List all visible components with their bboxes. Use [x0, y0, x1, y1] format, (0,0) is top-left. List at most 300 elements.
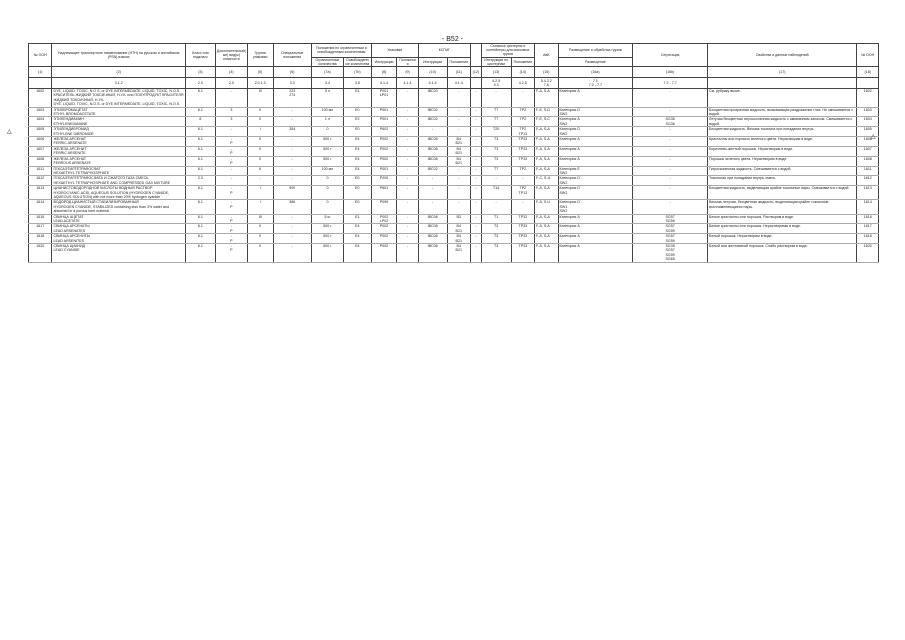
- cell-subsidiary: - P: [215, 200, 247, 214]
- cell-special: -: [273, 214, 311, 224]
- cell-pack-prov: -: [397, 156, 418, 166]
- cell-limited: 100 мл: [311, 166, 343, 176]
- cell-special: -: [273, 224, 311, 234]
- cell-excepted: E0: [343, 107, 371, 117]
- cell-special: -: [273, 146, 311, 156]
- column-reference: 4.1.4: [371, 78, 397, 89]
- cell-un-right: 1607: [857, 146, 879, 156]
- cell-tank-instr: T3: [481, 244, 511, 263]
- cell-name: ГЕКСАЭТИЛТЕТРАФОСФАТ HEXAETHYL TETRAPHOSPHATE: [52, 166, 185, 176]
- cell-un: 1608: [29, 156, 52, 166]
- cell-tank-prov: -: [511, 89, 534, 108]
- cell-tank-prov: TP2 TP13: [511, 127, 534, 137]
- cell-properties: Бесцветная жидкость. Весьма токсична при попадании внутрь.: [708, 127, 857, 137]
- cell-properties: Белые кристаллы или порошок. Нерастворимы в воде.: [708, 224, 857, 234]
- cell-pack-prov: -: [397, 186, 418, 200]
- column-number: (10): [418, 67, 447, 78]
- column-reference: 4.2.5 4.3: [481, 78, 511, 89]
- cell-stowage: Категория A: [558, 214, 633, 224]
- cell-ibc-instr: IBC08: [418, 146, 447, 156]
- table-row: [29, 127, 879, 137]
- table-row: [29, 176, 879, 186]
- cell-ibc-instr: IBC08: [418, 214, 447, 224]
- cell-special: 354: [273, 127, 311, 137]
- cell-pack-prov: -: [397, 166, 418, 176]
- cell-tank-prov: TP33: [511, 224, 534, 234]
- cell-segregation: -: [633, 137, 708, 147]
- cell-pack-prov: -: [397, 137, 418, 147]
- column-number: (14): [511, 67, 534, 78]
- cell-pg: II: [247, 117, 273, 127]
- cell-un: 1614: [29, 200, 52, 214]
- col-pack-instr: Инструкции: [371, 57, 397, 66]
- cell-ibc-instr: IBC08: [418, 156, 447, 166]
- revision-triangle-icon: △: [7, 128, 12, 135]
- column-number: (11): [447, 67, 470, 78]
- cell-ibc-prov: -: [447, 127, 470, 137]
- cell-stowage: Категория A: [558, 224, 633, 234]
- cell-excepted: E0: [343, 176, 371, 186]
- column-reference: 4.1.4: [397, 78, 418, 89]
- cell-class: 6.1: [185, 224, 215, 234]
- cell-pack-instr: P001 LP01: [371, 89, 397, 108]
- cell-excepted: E4: [343, 146, 371, 156]
- column-reference: [857, 78, 879, 89]
- cell-excepted: E4: [343, 137, 371, 147]
- cell-segregation: -: [633, 200, 708, 214]
- column-reference: 2.0: [215, 78, 247, 89]
- cell-ems: F-A, S-A: [535, 244, 558, 263]
- cell-pack-prov: -: [397, 89, 418, 108]
- col-properties: Свойства и данные наблюдений: [708, 44, 857, 67]
- cell-un: 1606: [29, 137, 52, 147]
- col-excepted: Освобожденные количества: [345, 57, 370, 66]
- cell-pack-prov: -: [397, 117, 418, 127]
- cell-class: 6.1: [185, 127, 215, 137]
- cell-name: ЭТИЛЕНДИБРОМИД ETHYLENE DIBROMIDE: [52, 127, 185, 137]
- cell-pack-prov: -: [397, 176, 418, 186]
- cell-limited: 0: [311, 186, 343, 200]
- cell-pg: II: [247, 234, 273, 244]
- cell-tank-prov: -: [511, 176, 534, 186]
- column-number: (17): [708, 67, 857, 78]
- column-number: (6): [273, 67, 311, 78]
- cell-tank-instr: T3: [481, 146, 511, 156]
- cell-limited: 500 г: [311, 234, 343, 244]
- cell-class: 6.1: [185, 234, 215, 244]
- table-header: [29, 44, 879, 67]
- cell-blank: -: [471, 156, 482, 166]
- cell-subsidiary: -: [215, 176, 247, 186]
- cell-special: -: [273, 176, 311, 186]
- cell-properties: Порошок зеленого цвета. Нерастворим в воде.: [708, 156, 857, 166]
- cell-special: -: [273, 166, 311, 176]
- cell-ibc-prov: B4 B21: [447, 146, 470, 156]
- cell-tank-instr: T20: [481, 127, 511, 137]
- cell-un: 1607: [29, 146, 52, 156]
- cell-ibc-prov: -: [447, 166, 470, 176]
- cell-pack-prov: -: [397, 200, 418, 214]
- cell-name: СВИНЦА АЦЕТАТ LEAD ACETATE: [52, 214, 185, 224]
- cell-limited: 1 л: [311, 117, 343, 127]
- cell-un: 1605: [29, 127, 52, 137]
- cell-name: СВИНЦА ЦИАНИД LEAD CYANIDE: [52, 244, 185, 263]
- cell-limited: 500 г: [311, 137, 343, 147]
- cell-ems: F-A, S-A: [535, 146, 558, 156]
- cell-class: 6.1: [185, 244, 215, 263]
- cell-stowage: Категория A: [558, 89, 633, 108]
- cell-pg: III: [247, 214, 273, 224]
- cell-pack-instr: P001: [371, 166, 397, 176]
- cell-un-right: 1605: [857, 127, 879, 137]
- cell-segregation: -: [633, 107, 708, 117]
- cell-limited: 0: [311, 176, 343, 186]
- col-tank-prov: Положения: [511, 57, 534, 66]
- cell-subsidiary: - P: [215, 214, 247, 224]
- cell-blank: -: [471, 244, 482, 263]
- cell-pack-instr: P602: [371, 127, 397, 137]
- column-reference: [29, 78, 52, 89]
- cell-pack-instr: P099: [371, 200, 397, 214]
- cell-tank-instr: T7: [481, 117, 511, 127]
- cell-pg: II: [247, 156, 273, 166]
- cell-un-right: 1613: [857, 186, 879, 200]
- cell-properties: Кристаллы или порошок зеленого цвета. Нерастворим в воде.: [708, 137, 857, 147]
- cell-ibc-prov: B4 B21: [447, 156, 470, 166]
- cell-un: 1616: [29, 214, 52, 224]
- column-number: (1): [29, 67, 52, 78]
- cell-class: 6.1: [185, 200, 215, 214]
- cell-un: 1602: [29, 89, 52, 108]
- cell-segregation: -: [633, 166, 708, 176]
- cell-pack-instr: P001: [371, 107, 397, 117]
- cell-ibc-prov: -: [447, 186, 470, 200]
- column-reference: 3.5: [343, 78, 371, 89]
- cell-ibc-instr: -: [418, 127, 447, 137]
- cell-ibc-instr: IBC02: [418, 166, 447, 176]
- cell-subsidiary: -: [215, 127, 247, 137]
- table-row: [29, 137, 879, 147]
- cell-pg: I: [247, 200, 273, 214]
- cell-tank-instr: T3: [481, 137, 511, 147]
- column-number: (5): [247, 67, 273, 78]
- table-row: [29, 107, 879, 117]
- cell-name: СВИНЦА АРСЕНАТЫ LEAD ARSENATES: [52, 224, 185, 234]
- column-number: (8): [371, 67, 397, 78]
- cell-stowage: Категория A: [558, 234, 633, 244]
- cell-stowage: Категория E SW2: [558, 166, 633, 176]
- cell-segregation: -: [633, 176, 708, 186]
- column-number: (16b): [633, 67, 708, 78]
- column-reference: 4.2.5: [511, 78, 534, 89]
- column-number: (18): [857, 67, 879, 78]
- cell-segregation: SG57 SG59: [633, 224, 708, 234]
- cell-ibc-instr: IBC08: [418, 224, 447, 234]
- cell-subsidiary: - P: [215, 146, 247, 156]
- col-limited: Ограниченные количества: [311, 57, 343, 66]
- cell-un-right: 1612: [857, 176, 879, 186]
- table-row: [29, 156, 879, 166]
- cell-ibc-prov: B4 B21: [447, 224, 470, 234]
- cell-blank: -: [471, 166, 482, 176]
- column-number: (2): [52, 67, 185, 78]
- cell-stowage: Категория D SW2: [558, 176, 633, 186]
- cell-excepted: E1: [343, 214, 371, 224]
- column-reference: [471, 78, 482, 89]
- cell-tank-prov: TP2: [511, 117, 534, 127]
- cell-stowage: Категория A SW2: [558, 117, 633, 127]
- cell-stowage: Категория A: [558, 146, 633, 156]
- cell-stowage: Категория D SW1 SW2: [558, 200, 633, 214]
- cell-name: ВОДОРОД ЦИАНИСТЫЙ СТАБИЛИЗИРОВАННЫЙ HYDROGEN CYANIDE, STABILIZED containing less than 3% water and absorbed in a porous inert material: [52, 200, 185, 214]
- table-row: [29, 146, 879, 156]
- table-row: [29, 200, 879, 214]
- column-number-row: [29, 67, 879, 78]
- column-number: (13): [481, 67, 511, 78]
- cell-pg: II: [247, 137, 273, 147]
- column-reference: 3.3: [273, 78, 311, 89]
- cell-subsidiary: - P: [215, 137, 247, 147]
- col-class: Класс или подкласс: [185, 44, 215, 67]
- cell-tank-instr: -: [481, 176, 511, 186]
- cell-segregation: SG35 SG36: [633, 117, 708, 127]
- cell-excepted: E2: [343, 117, 371, 127]
- cell-properties: Весьма летучая, бесцветная жидкость, выделяющая крайне токсичные воспламеняющиеся пары.: [708, 200, 857, 214]
- cell-ibc-prov: -: [447, 117, 470, 127]
- cell-pack-instr: P002: [371, 224, 397, 234]
- cell-ems: F-A, S-U: [535, 200, 558, 214]
- cell-pg: III: [247, 89, 273, 108]
- cell-tank-instr: -: [481, 200, 511, 214]
- cell-stowage: Категория D SW2: [558, 186, 633, 200]
- cell-ibc-prov: -: [447, 107, 470, 117]
- cell-limited: 500 г: [311, 224, 343, 234]
- cell-properties: Летучая бесцветная гигроскопичная жидкость с аммиачным запахом. Смешивается с водой.: [708, 117, 857, 127]
- cell-class: 6.1: [185, 107, 215, 117]
- cell-tank-prov: TP33: [511, 234, 534, 244]
- cell-un-right: 1617: [857, 224, 879, 234]
- cell-special: 900: [273, 186, 311, 200]
- cell-properties: Гигроскопичная жидкость. Смешивается с водой.: [708, 166, 857, 176]
- cell-pack-prov: -: [397, 244, 418, 263]
- cell-excepted: E1: [343, 89, 371, 108]
- cell-stowage: Категория A: [558, 156, 633, 166]
- dangerous-goods-table: [28, 43, 879, 263]
- cell-blank: -: [471, 127, 482, 137]
- cell-excepted: E4: [343, 244, 371, 263]
- cell-un-right: 1618: [857, 234, 879, 244]
- cell-un: 1620: [29, 244, 52, 263]
- cell-properties: Белый порошок. Нерастворим в воде.: [708, 234, 857, 244]
- cell-un: 1603: [29, 107, 52, 117]
- cell-segregation: SG57 SG59: [633, 234, 708, 244]
- cell-pg: I: [247, 186, 273, 200]
- column-reference: 7.1 7.2 - 7.7: [558, 78, 633, 89]
- cell-un-right: 1602: [857, 89, 879, 108]
- col-special: Специальные положения: [273, 44, 311, 67]
- cell-stowage: Категория A: [558, 244, 633, 263]
- col-tank-group: Съемные цистерны и контейнеры для массовых грузов: [481, 44, 534, 58]
- cell-ibc-prov: B4 B21: [447, 244, 470, 263]
- cell-limited: 500 г: [311, 146, 343, 156]
- cell-stowage: Категория D SW2: [558, 107, 633, 117]
- cell-tank-prov: TP33: [511, 214, 534, 224]
- column-reference: [708, 78, 857, 89]
- column-reference: 2.0.1.3: [247, 78, 273, 89]
- cell-tank-prov: TP2: [511, 107, 534, 117]
- col-subsidiary: Дополнительный(ые) вид(ы) опасности: [215, 44, 247, 67]
- column-reference: 2.0: [185, 78, 215, 89]
- cell-class: 6.1: [185, 166, 215, 176]
- cell-ems: F-A, S-A: [535, 89, 558, 108]
- cell-excepted: E4: [343, 166, 371, 176]
- cell-ems: F-A, S-A: [535, 166, 558, 176]
- cell-pack-instr: P002: [371, 137, 397, 147]
- cell-un: 1612: [29, 176, 52, 186]
- cell-pack-prov: -: [397, 224, 418, 234]
- cell-special: -: [273, 137, 311, 147]
- cell-special: -: [273, 117, 311, 127]
- cell-pg: II: [247, 146, 273, 156]
- cell-special: -: [273, 156, 311, 166]
- column-number: (12): [471, 67, 482, 78]
- cell-pg: II: [247, 107, 273, 117]
- cell-name: СВИНЦА АРСЕНИТЫ LEAD ARSENITES: [52, 234, 185, 244]
- col-stowage: Размещение: [558, 57, 633, 66]
- cell-pg: I: [247, 127, 273, 137]
- cell-ibc-instr: IBC02: [418, 107, 447, 117]
- table-row: [29, 224, 879, 234]
- table-body: [29, 67, 879, 263]
- cell-ibc-prov: B3: [447, 214, 470, 224]
- cell-tank-prov: TP2 TP13: [511, 186, 534, 200]
- column-reference: 5.4.3.2 7.8: [535, 78, 558, 89]
- cell-name: ЖЕЛЕЗА АРСЕНАТ FERRIC ARSENATE: [52, 137, 185, 147]
- cell-limited: 5 кг: [311, 214, 343, 224]
- cell-special: -: [273, 107, 311, 117]
- cell-pg: II: [247, 224, 273, 234]
- col-ibc-instr: Инструкции: [418, 57, 447, 66]
- col-pack-prov: Положения: [397, 57, 418, 66]
- column-reference: 4.1.4: [418, 78, 447, 89]
- cell-special: -: [273, 244, 311, 263]
- cell-ems: F-E, S-D: [535, 107, 558, 117]
- column-number: (9): [397, 67, 418, 78]
- cell-excepted: E4: [343, 224, 371, 234]
- cell-limited: 500 г: [311, 244, 343, 263]
- col-pg: Группа упаковки: [247, 44, 273, 67]
- cell-subsidiary: 3: [215, 117, 247, 127]
- cell-subsidiary: 3: [215, 107, 247, 117]
- cell-excepted: E0: [343, 186, 371, 200]
- cell-ibc-prov: -: [447, 176, 470, 186]
- cell-tank-prov: TP33: [511, 137, 534, 147]
- table-row: [29, 244, 879, 263]
- column-number: (4): [215, 67, 247, 78]
- cell-limited: 100 мл: [311, 107, 343, 117]
- col-name: Надлежащее транспортное наименование (НТН) на русском и английском (PSN) языках: [52, 44, 185, 67]
- cell-class: 6.1: [185, 186, 215, 200]
- cell-name: ЭТИЛЕНДИАМИН ETHYLENEDIAMINE: [52, 117, 185, 127]
- cell-stowage: Категория A: [558, 137, 633, 147]
- cell-ibc-prov: B4 B21: [447, 234, 470, 244]
- cell-segregation: -: [633, 156, 708, 166]
- col-un-right: № ООН: [857, 44, 879, 67]
- cell-segregation: SG35 SG57 SG59 SG65: [633, 244, 708, 263]
- cell-un-right: 1611: [857, 166, 879, 176]
- cell-tank-instr: T7: [481, 107, 511, 117]
- cell-properties: Бесцветная жидкость, выделяющая крайне токсичные пары. Смешивается с водой.: [708, 186, 857, 200]
- cell-class: 6.1: [185, 137, 215, 147]
- table-row: [29, 186, 879, 200]
- cell-limited: 0: [311, 200, 343, 214]
- cell-subsidiary: - P: [215, 244, 247, 263]
- cell-properties: См. рубрику выше.: [708, 89, 857, 108]
- cell-pg: II: [247, 244, 273, 263]
- cell-properties: Токсичная при попадании внутрь смесь.: [708, 176, 857, 186]
- cell-un-right: 1608: [857, 156, 879, 166]
- cell-segregation: -: [633, 146, 708, 156]
- cell-pack-instr: P002: [371, 244, 397, 263]
- cell-blank: -: [471, 214, 482, 224]
- col-ibc-group: КСГМГ: [418, 44, 470, 58]
- column-reference: 7.2 - 7.7: [633, 78, 708, 89]
- cell-un-right: 1606: [857, 137, 879, 147]
- cell-properties: Белый или желтоватый порошок. Слабо растворим в воде.: [708, 244, 857, 263]
- reference-row: [29, 78, 879, 89]
- column-number: (16a): [558, 67, 633, 78]
- cell-tank-prov: TP33: [511, 244, 534, 263]
- cell-blank: -: [471, 107, 482, 117]
- cell-excepted: E0: [343, 127, 371, 137]
- cell-blank: -: [471, 176, 482, 186]
- cell-pg: -: [247, 176, 273, 186]
- cell-limited: 500 г: [311, 156, 343, 166]
- col-ems: АвК: [535, 44, 558, 67]
- cell-segregation: -: [633, 127, 708, 137]
- cell-blank: -: [471, 186, 482, 200]
- cell-segregation: SG57 SG59: [633, 214, 708, 224]
- cell-properties: Бесцветная прозрачная жидкость, вызывающая раздражение глаз. Не смешивается с водой.: [708, 107, 857, 117]
- cell-un: 1617: [29, 224, 52, 234]
- column-number: (7b): [343, 67, 371, 78]
- cell-blank: -: [471, 146, 482, 156]
- cell-pack-instr: P601: [371, 186, 397, 200]
- cell-un-right: 1603: [857, 107, 879, 117]
- cell-tank-prov: TP2: [511, 166, 534, 176]
- cell-un-right: 1604: [857, 117, 879, 127]
- cell-blank: -: [471, 89, 482, 108]
- cell-limited: 0: [311, 127, 343, 137]
- cell-un-right: 1620: [857, 244, 879, 263]
- cell-tank-instr: T3: [481, 224, 511, 234]
- cell-un: 1604: [29, 117, 52, 127]
- cell-excepted: E0: [343, 200, 371, 214]
- cell-subsidiary: - P: [215, 234, 247, 244]
- cell-name: ЖЕЛЕЗА АРСЕНИТ FERRIC ARSENITE: [52, 146, 185, 156]
- table-row: [29, 214, 879, 224]
- col-blank: [471, 44, 482, 67]
- cell-special: 223 274: [273, 89, 311, 108]
- cell-subsidiary: -: [215, 166, 247, 176]
- cell-ibc-instr: IBC02: [418, 117, 447, 127]
- cell-properties: Коричнево-желтый порошок. Нерастворим в воде.: [708, 146, 857, 156]
- cell-excepted: E4: [343, 156, 371, 166]
- cell-tank-instr: -: [481, 89, 511, 108]
- cell-ibc-instr: IBC08: [418, 234, 447, 244]
- cell-ems: F-C, S-U: [535, 176, 558, 186]
- cell-ems: F-A, S-A: [535, 214, 558, 224]
